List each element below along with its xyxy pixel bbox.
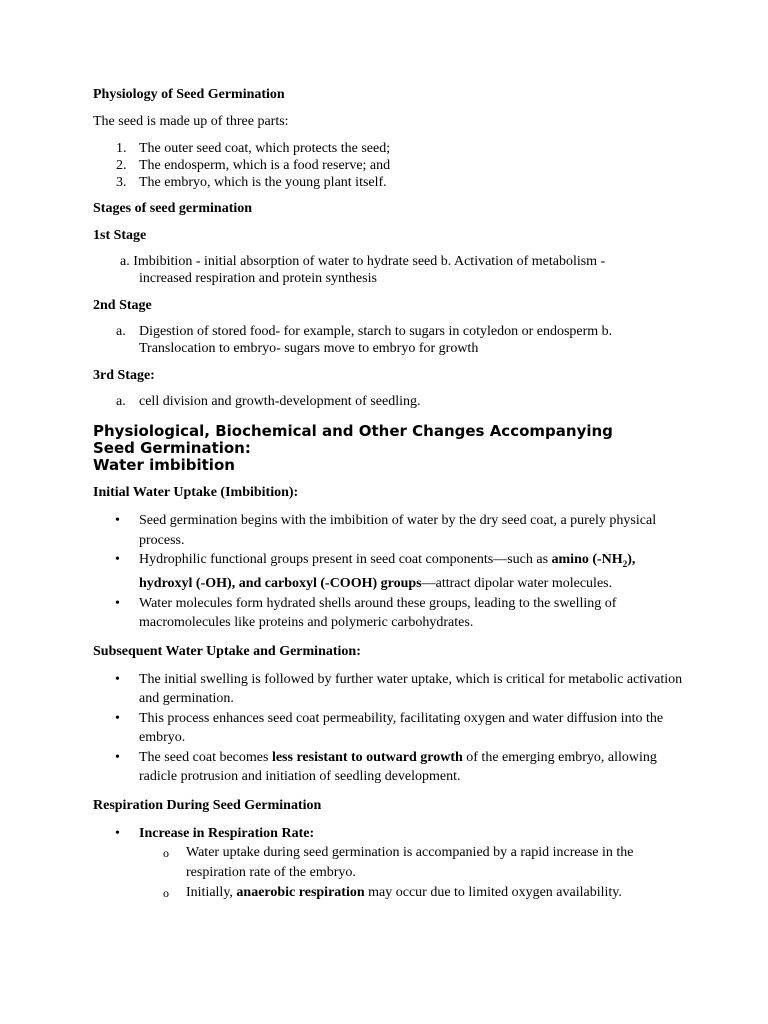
stage2-heading: 2nd Stage (93, 298, 152, 313)
list-item: • Seed germination begins with the imbibition of water by the dry seed coat, a purely physical process. (115, 513, 657, 548)
stage3-item: a. cell division and growth-development of seedling. (116, 394, 421, 409)
stage1-text: a. Imbibition - initial absorption of water to hydrate seed b. Activation of metabolism - increased respiration and protein synthesis (120, 254, 606, 286)
list-item: • Hydrophilic functional groups present in seed coat components—such as amino $(-NH_2)$, hydroxyl (-OH), and carboxyl (-COOH) groups—attract dipolar water molecules. (115, 552, 636, 592)
initial-uptake-heading: Initial Water Uptake (Imbibition): (93, 485, 299, 500)
respiration-heading: Respiration During Seed Germination (93, 797, 322, 813)
subsequent-uptake-list (93, 670, 683, 787)
list-item: • The initial swelling is followed by further water uptake, which is critical for metabolic activation and germination. (115, 671, 683, 707)
stage3-heading: 3rd Stage: (93, 368, 155, 383)
list-item: 1. The outer seed coat, which protects the seed; (116, 141, 391, 156)
list-item: • This process enhances seed coat permeability, facilitating oxygen and water diffusion into the embryo. (115, 710, 664, 746)
subsequent-uptake-heading: Subsequent Water Uptake and Germination: (93, 643, 361, 659)
document-title: Physiology of Seed Germination (93, 87, 285, 102)
list-item: 2. The endosperm, which is a food reserve; and (116, 158, 391, 173)
document-page (93, 86, 683, 903)
list-item: • Increase in Respiration Rate: (115, 825, 315, 841)
list-item: o Water uptake during seed germination is accompanied by a rapid increase in the respiration rate of the embryo. (163, 845, 634, 881)
initial-uptake-list (93, 511, 683, 633)
stages-heading: Stages of seed germination (93, 201, 253, 216)
intro-paragraph: The seed is made up of three parts: (93, 114, 289, 129)
stage2-item: a. Digestion of stored food- for example, starch to sugars in cotyledon or endosperm b. Translocation to embryo- sugars move to embryo for growth (116, 324, 613, 356)
seed-parts-list (93, 140, 683, 191)
respiration-sublist (93, 843, 683, 903)
stage1-heading: 1st Stage (93, 228, 147, 243)
list-item: • Water molecules form hydrated shells around these groups, leading to the swelling of macromolecules like proteins and polymeric carbohydrates. (115, 595, 617, 631)
list-item: o Initially, anaerobic respiration may occur due to limited oxygen availability. (163, 885, 622, 901)
list-item: • The seed coat becomes less resistant to outward growth of the emerging embryo, allowing radicle protrusion and initiation of seedling development. (115, 749, 657, 785)
list-item: 3. The embryo, which is the young plant itself. (116, 175, 387, 190)
respiration-list (93, 824, 683, 844)
section-heading: Physiological, Biochemical and Other Changes Accompanying Seed Germination: Water imbibition (93, 422, 613, 474)
